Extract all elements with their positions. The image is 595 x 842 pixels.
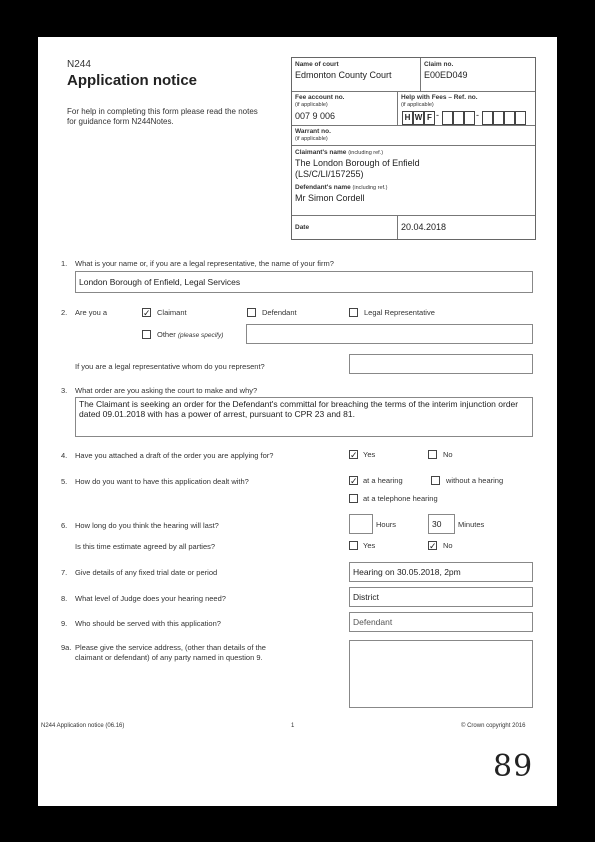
claimant-ref: (LS/C/LI/157255)	[295, 169, 364, 179]
q5-without-label: without a hearing	[446, 476, 504, 485]
hwf-box-7[interactable]	[482, 111, 493, 125]
q9a-question: 9a. Please give the service address, (other than details of the	[61, 643, 266, 652]
q6-minutes-label: Minutes	[458, 520, 485, 529]
q8-answer-field[interactable]: District	[349, 587, 533, 607]
date-value: 20.04.2018	[401, 222, 447, 232]
q2-other-field[interactable]	[246, 324, 533, 344]
q6-question: 6. How long do you think the hearing will last?	[61, 521, 219, 530]
q2-other-label: Other (please specify)	[157, 330, 224, 339]
fee-value: 007 9 006	[295, 111, 336, 121]
q6-hours-label: Hours	[376, 520, 397, 529]
q6-minutes-field[interactable]: 30	[428, 514, 455, 534]
hwf-box-4[interactable]	[442, 111, 453, 125]
q3-question: 3. What order are you asking the court to make and why?	[61, 386, 258, 395]
footer-form-ref: N244 Application notice (06.16)	[41, 723, 125, 729]
date-label: Date	[295, 224, 310, 231]
hwf-box-6[interactable]	[464, 111, 475, 125]
claimant-value: The London Borough of Enfield	[295, 158, 420, 168]
hwf-box-2[interactable]: W	[413, 111, 424, 125]
q2-defendant-label: Defendant	[262, 308, 297, 317]
q6b-no-checkbox[interactable]: ✓	[429, 541, 437, 551]
q2-claimant-label: Claimant	[157, 308, 187, 317]
hwf-label: Help with Fees – Ref. no. (if applicable)	[401, 94, 478, 108]
hwf-dash: -	[476, 110, 479, 120]
hwf-box-5[interactable]	[453, 111, 464, 125]
q2b-question: If you are a legal representative whom do you represent?	[75, 362, 265, 371]
court-label: Name of court	[295, 61, 339, 68]
q5-without-checkbox[interactable]	[431, 476, 440, 485]
form-code: N244	[67, 59, 91, 70]
q7-question: 7. Give details of any fixed trial date or period	[61, 568, 218, 577]
page-number: 1	[291, 723, 295, 729]
hwf-box-1[interactable]: H	[402, 111, 413, 125]
q7-answer-field[interactable]: Hearing on 30.05.2018, 2pm	[349, 562, 533, 582]
claimant-label: Claimant's name (including ref.)	[295, 149, 384, 156]
q6b-no-label: No	[443, 541, 453, 550]
form-page	[38, 37, 557, 806]
hwf-box-9[interactable]	[504, 111, 515, 125]
fee-label: Fee account no. (if applicable)	[295, 94, 345, 108]
handwritten-page-number: 89	[493, 749, 534, 784]
footer-copyright: © Crown copyright 2016	[461, 723, 526, 729]
q5-phone-checkbox[interactable]	[349, 494, 358, 503]
q5-question: 5. How do you want to have this application dealt with?	[61, 477, 249, 486]
q4-question: 4. Have you attached a draft of the order you are applying for?	[61, 451, 274, 460]
claim-value: E00ED049	[424, 70, 468, 80]
q6-hours-field[interactable]	[349, 514, 373, 534]
hwf-box-10[interactable]	[515, 111, 526, 125]
q6b-yes-checkbox[interactable]	[349, 541, 358, 550]
q2-other-checkbox[interactable]	[142, 330, 151, 339]
q9a-address-field[interactable]	[349, 640, 533, 708]
q2-question: 2. Are you a	[61, 308, 108, 317]
q2-defendant-checkbox[interactable]	[247, 308, 256, 317]
q4-no-checkbox[interactable]	[428, 450, 437, 459]
form-title: Application notice	[67, 72, 198, 89]
q3-answer-field[interactable]: The Claimant is seeking an order for the Defendant's committal for breaching the terms of the interim injunction order dated 09.01.2018 with has a power of arrest, pursuant to CPR 23 and 81.	[75, 397, 533, 437]
claim-label: Claim no.	[424, 61, 454, 68]
q4-yes-checkbox[interactable]: ✓	[350, 450, 358, 460]
case-header-box	[291, 57, 536, 240]
q2-claimant-checkbox[interactable]: ✓	[143, 308, 151, 318]
q4-yes-label: Yes	[363, 450, 376, 459]
help-text: For help in completing this form please read the notes for guidance form N244Notes.	[67, 107, 258, 126]
q6b-question: Is this time estimate agreed by all parties?	[75, 542, 216, 551]
q6b-yes-label: Yes	[363, 541, 376, 550]
q9-question: 9. Who should be served with this application?	[61, 619, 221, 628]
q9-answer-field[interactable]: Defendant	[349, 612, 533, 632]
hwf-box-8[interactable]	[493, 111, 504, 125]
q5-phone-label: at a telephone hearing	[363, 494, 438, 503]
q9a-question-line2: claimant or defendant) of any party named in question 9.	[75, 653, 263, 662]
court-value: Edmonton County Court	[295, 70, 392, 80]
q2b-field[interactable]	[349, 354, 533, 374]
q5-hearing-checkbox[interactable]: ✓	[350, 476, 358, 486]
q8-question: 8. What level of Judge does your hearing need?	[61, 594, 226, 603]
hwf-dash: -	[436, 110, 439, 120]
hwf-box-3[interactable]: F	[424, 111, 435, 125]
q1-question: 1. What is your name or, if you are a legal representative, the name of your firm?	[61, 259, 334, 268]
defendant-label: Defendant's name (including ref.)	[295, 184, 388, 191]
warrant-label: Warrant no. (if applicable)	[295, 128, 331, 142]
q4-no-label: No	[443, 450, 453, 459]
defendant-value: Mr Simon Cordell	[295, 193, 365, 203]
q5-hearing-label: at a hearing	[363, 476, 403, 485]
q1-answer-field[interactable]: London Borough of Enfield, Legal Services	[75, 271, 533, 293]
q2-legal-rep-label: Legal Representative	[364, 308, 435, 317]
q2-legal-rep-checkbox[interactable]	[349, 308, 358, 317]
